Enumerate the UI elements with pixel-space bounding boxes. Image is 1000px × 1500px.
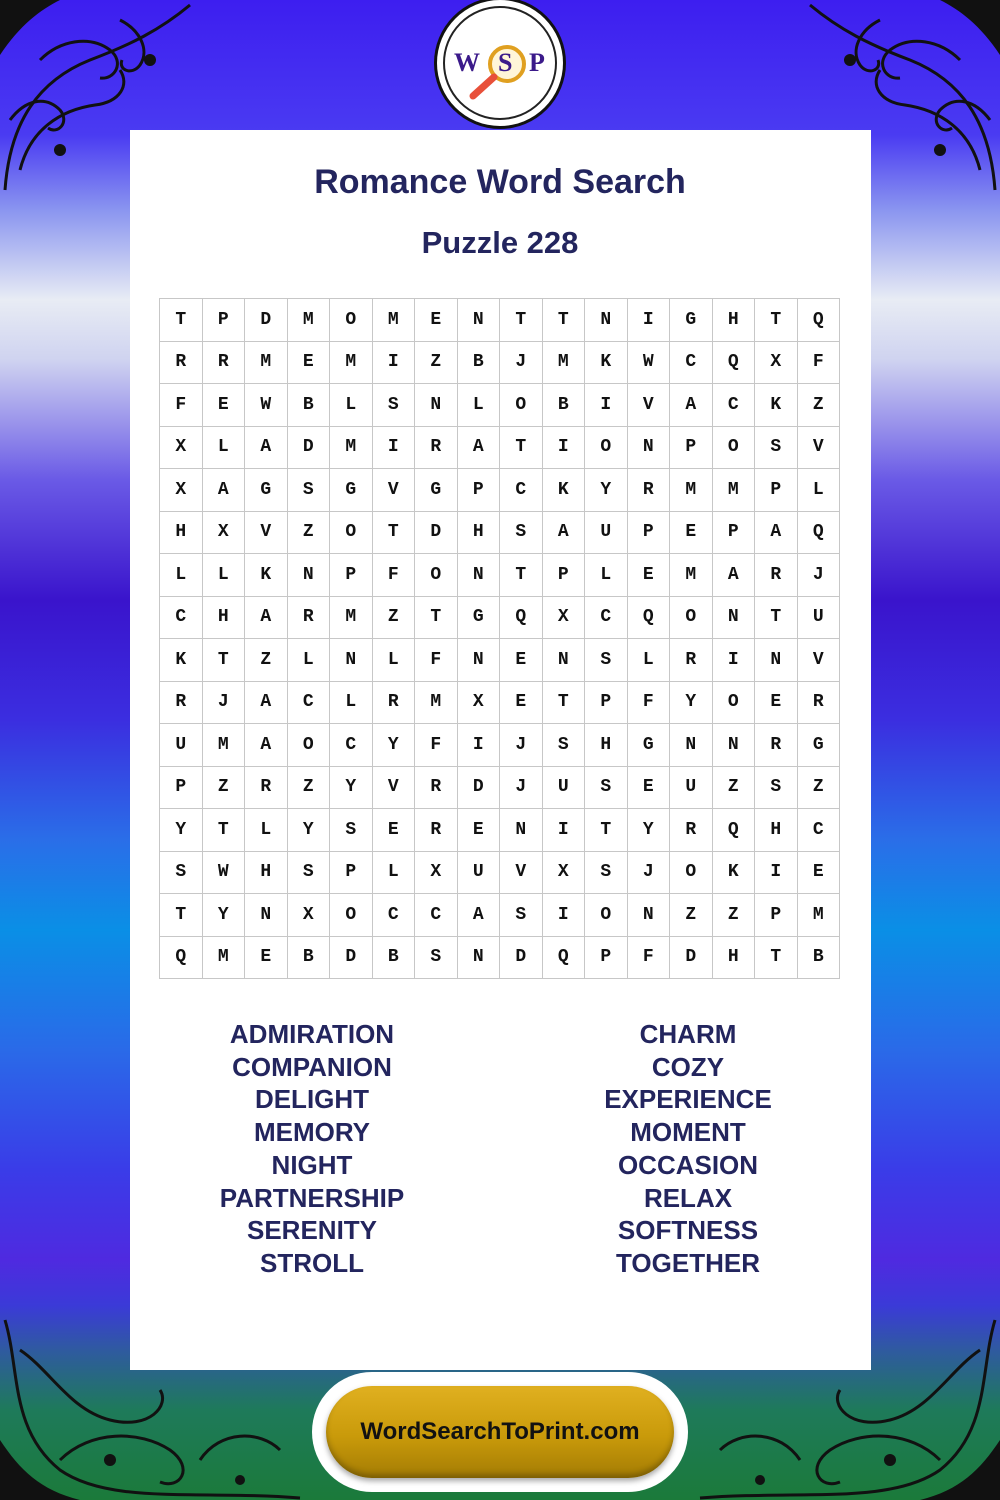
grid-cell[interactable]: E bbox=[500, 682, 543, 725]
grid-cell[interactable]: C bbox=[670, 342, 713, 385]
word-item: SOFTNESS bbox=[617, 1215, 759, 1246]
word-item: MOMENT bbox=[630, 1117, 746, 1148]
grid-cell[interactable]: Z bbox=[798, 767, 841, 810]
grid-cell[interactable]: O bbox=[500, 384, 543, 427]
grid-cell[interactable]: Z bbox=[203, 767, 246, 810]
grid-cell[interactable]: Z bbox=[373, 597, 416, 640]
grid-cell[interactable]: R bbox=[373, 682, 416, 725]
grid-cell[interactable]: N bbox=[245, 894, 288, 937]
grid-cell[interactable]: C bbox=[415, 894, 458, 937]
grid-cell[interactable]: O bbox=[670, 852, 713, 895]
grid-cell[interactable]: C bbox=[585, 597, 628, 640]
grid-cell[interactable]: T bbox=[755, 299, 798, 342]
grid-cell[interactable]: L bbox=[798, 469, 841, 512]
word-item: OCCASION bbox=[617, 1149, 759, 1180]
grid-cell[interactable]: E bbox=[628, 554, 671, 597]
page-title: Romance Word Search bbox=[314, 163, 686, 201]
grid-cell[interactable]: A bbox=[245, 724, 288, 767]
grid-cell[interactable]: P bbox=[585, 937, 628, 980]
grid-cell[interactable]: M bbox=[543, 342, 586, 385]
grid-cell[interactable]: N bbox=[458, 554, 501, 597]
grid-cell[interactable]: N bbox=[288, 554, 331, 597]
grid-cell[interactable]: Z bbox=[713, 767, 756, 810]
grid-cell[interactable]: I bbox=[373, 342, 416, 385]
grid-cell[interactable]: C bbox=[373, 894, 416, 937]
word-item: PARTNERSHIP bbox=[219, 1182, 405, 1213]
grid-cell[interactable]: T bbox=[585, 809, 628, 852]
grid-cell[interactable]: U bbox=[670, 767, 713, 810]
word-item: NIGHT bbox=[271, 1149, 353, 1180]
grid-cell[interactable]: B bbox=[798, 937, 841, 980]
grid-cell[interactable]: T bbox=[500, 427, 543, 470]
grid-cell[interactable]: O bbox=[330, 512, 373, 555]
grid-cell[interactable]: T bbox=[500, 299, 543, 342]
grid-cell[interactable]: Q bbox=[713, 342, 756, 385]
grid-cell[interactable]: I bbox=[543, 809, 586, 852]
grid-cell[interactable]: O bbox=[713, 682, 756, 725]
grid-cell[interactable]: K bbox=[585, 342, 628, 385]
grid-cell[interactable]: I bbox=[628, 299, 671, 342]
grid-cell[interactable]: H bbox=[713, 299, 756, 342]
grid-cell[interactable]: N bbox=[713, 724, 756, 767]
grid-cell[interactable]: B bbox=[458, 342, 501, 385]
grid-cell[interactable]: E bbox=[755, 682, 798, 725]
grid-cell[interactable]: H bbox=[245, 852, 288, 895]
grid-cell[interactable]: A bbox=[245, 682, 288, 725]
grid-cell[interactable]: Z bbox=[670, 894, 713, 937]
grid-cell[interactable]: T bbox=[543, 682, 586, 725]
grid-cell[interactable]: U bbox=[585, 512, 628, 555]
grid-cell[interactable]: M bbox=[330, 342, 373, 385]
letter-grid[interactable] bbox=[159, 298, 840, 979]
grid-cell[interactable]: G bbox=[245, 469, 288, 512]
grid-cell[interactable]: H bbox=[713, 937, 756, 980]
grid-cell[interactable]: Q bbox=[160, 937, 203, 980]
grid-cell[interactable]: Q bbox=[798, 299, 841, 342]
grid-cell[interactable]: K bbox=[713, 852, 756, 895]
grid-cell[interactable]: V bbox=[798, 639, 841, 682]
grid-cell[interactable]: O bbox=[585, 894, 628, 937]
grid-cell[interactable]: J bbox=[500, 724, 543, 767]
grid-cell[interactable]: Z bbox=[288, 512, 331, 555]
grid-cell[interactable]: B bbox=[288, 384, 331, 427]
logo-letter-s: S bbox=[498, 48, 513, 77]
grid-cell[interactable]: D bbox=[500, 937, 543, 980]
word-item: COMPANION bbox=[232, 1051, 392, 1082]
grid-cell[interactable]: M bbox=[373, 299, 416, 342]
grid-cell[interactable]: T bbox=[543, 299, 586, 342]
grid-cell[interactable]: E bbox=[373, 809, 416, 852]
word-item: STROLL bbox=[260, 1247, 364, 1278]
grid-cell[interactable]: A bbox=[670, 384, 713, 427]
grid-cell[interactable]: L bbox=[330, 682, 373, 725]
grid-cell[interactable]: T bbox=[203, 639, 246, 682]
grid-cell[interactable]: A bbox=[458, 427, 501, 470]
grid-cell[interactable]: S bbox=[373, 384, 416, 427]
grid-cell[interactable]: R bbox=[415, 809, 458, 852]
grid-cell[interactable]: U bbox=[160, 724, 203, 767]
word-item: TOGETHER bbox=[616, 1247, 760, 1278]
grid-cell[interactable]: K bbox=[160, 639, 203, 682]
grid-cell[interactable]: T bbox=[415, 597, 458, 640]
grid-cell[interactable]: P bbox=[670, 427, 713, 470]
grid-cell[interactable]: V bbox=[245, 512, 288, 555]
grid-cell[interactable]: X bbox=[160, 427, 203, 470]
grid-cell[interactable]: S bbox=[288, 852, 331, 895]
word-item: MEMORY bbox=[253, 1117, 371, 1148]
grid-cell[interactable]: C bbox=[798, 809, 841, 852]
grid-cell[interactable]: A bbox=[203, 469, 246, 512]
grid-cell[interactable]: P bbox=[755, 469, 798, 512]
grid-cell[interactable]: J bbox=[203, 682, 246, 725]
grid-cell[interactable]: L bbox=[628, 639, 671, 682]
grid-cell[interactable]: X bbox=[160, 469, 203, 512]
grid-cell[interactable]: Z bbox=[415, 342, 458, 385]
grid-cell[interactable]: S bbox=[500, 512, 543, 555]
grid-cell[interactable]: I bbox=[755, 852, 798, 895]
grid-cell[interactable]: L bbox=[288, 639, 331, 682]
grid-cell[interactable]: R bbox=[415, 427, 458, 470]
grid-cell[interactable]: L bbox=[245, 809, 288, 852]
grid-cell[interactable]: S bbox=[585, 852, 628, 895]
grid-cell[interactable]: W bbox=[245, 384, 288, 427]
grid-cell[interactable]: T bbox=[500, 554, 543, 597]
grid-cell[interactable]: C bbox=[500, 469, 543, 512]
grid-cell[interactable]: P bbox=[160, 767, 203, 810]
grid-cell[interactable]: U bbox=[543, 767, 586, 810]
grid-cell[interactable]: R bbox=[415, 767, 458, 810]
grid-cell[interactable]: O bbox=[330, 894, 373, 937]
grid-cell[interactable]: O bbox=[415, 554, 458, 597]
grid-cell[interactable]: J bbox=[798, 554, 841, 597]
grid-cell[interactable]: V bbox=[373, 469, 416, 512]
grid-cell[interactable]: C bbox=[288, 682, 331, 725]
grid-cell[interactable]: T bbox=[203, 809, 246, 852]
grid-cell[interactable]: X bbox=[543, 852, 586, 895]
grid-cell[interactable]: Q bbox=[713, 809, 756, 852]
grid-cell[interactable]: P bbox=[628, 512, 671, 555]
grid-cell[interactable]: V bbox=[500, 852, 543, 895]
word-item: RELAX bbox=[643, 1182, 733, 1213]
grid-cell[interactable]: S bbox=[330, 809, 373, 852]
grid-cell[interactable]: E bbox=[288, 342, 331, 385]
grid-cell[interactable]: U bbox=[798, 597, 841, 640]
grid-cell[interactable]: W bbox=[203, 852, 246, 895]
grid-cell[interactable]: R bbox=[755, 724, 798, 767]
grid-cell[interactable]: J bbox=[628, 852, 671, 895]
grid-cell[interactable]: C bbox=[330, 724, 373, 767]
grid-cell[interactable]: Z bbox=[713, 894, 756, 937]
grid-cell[interactable]: B bbox=[543, 384, 586, 427]
grid-cell[interactable]: N bbox=[670, 724, 713, 767]
grid-cell[interactable]: O bbox=[713, 427, 756, 470]
grid-cell[interactable]: F bbox=[628, 937, 671, 980]
grid-cell[interactable]: E bbox=[458, 809, 501, 852]
grid-cell[interactable]: L bbox=[203, 554, 246, 597]
grid-cell[interactable]: P bbox=[585, 682, 628, 725]
grid-cell[interactable]: Q bbox=[500, 597, 543, 640]
grid-cell[interactable]: S bbox=[585, 767, 628, 810]
grid-cell[interactable]: Q bbox=[543, 937, 586, 980]
grid-cell[interactable]: I bbox=[458, 724, 501, 767]
grid-cell[interactable]: Z bbox=[288, 767, 331, 810]
grid-cell[interactable]: M bbox=[798, 894, 841, 937]
grid-cell[interactable]: S bbox=[585, 639, 628, 682]
grid-cell[interactable]: E bbox=[798, 852, 841, 895]
grid-cell[interactable]: F bbox=[160, 384, 203, 427]
grid-cell[interactable]: P bbox=[458, 469, 501, 512]
grid-cell[interactable]: Y bbox=[628, 809, 671, 852]
grid-cell[interactable]: L bbox=[373, 639, 416, 682]
grid-cell[interactable]: G bbox=[798, 724, 841, 767]
grid-cell[interactable]: U bbox=[458, 852, 501, 895]
grid-cell[interactable]: A bbox=[245, 597, 288, 640]
logo-letter-w: W bbox=[454, 48, 480, 77]
grid-cell[interactable]: S bbox=[160, 852, 203, 895]
grid-cell[interactable]: S bbox=[755, 767, 798, 810]
grid-cell[interactable]: G bbox=[330, 469, 373, 512]
grid-cell[interactable]: R bbox=[203, 342, 246, 385]
grid-cell[interactable]: F bbox=[373, 554, 416, 597]
word-list-left bbox=[152, 1018, 472, 1280]
grid-cell[interactable]: P bbox=[755, 894, 798, 937]
word-item: SERENITY bbox=[246, 1215, 378, 1246]
grid-cell[interactable]: C bbox=[713, 384, 756, 427]
grid-cell[interactable]: N bbox=[543, 639, 586, 682]
word-item: CHARM bbox=[639, 1019, 737, 1049]
site-logo[interactable] bbox=[437, 0, 563, 126]
logo-letter-p: P bbox=[529, 48, 545, 77]
grid-cell[interactable]: M bbox=[670, 554, 713, 597]
grid-cell[interactable]: O bbox=[670, 597, 713, 640]
grid-cell[interactable]: D bbox=[245, 299, 288, 342]
grid-cell[interactable]: S bbox=[415, 937, 458, 980]
grid-cell[interactable]: E bbox=[628, 767, 671, 810]
website-button[interactable]: WordSearchToPrint.com bbox=[326, 1386, 674, 1478]
grid-cell[interactable]: T bbox=[755, 937, 798, 980]
grid-cell[interactable]: S bbox=[500, 894, 543, 937]
grid-cell[interactable]: N bbox=[585, 299, 628, 342]
grid-cell[interactable]: M bbox=[670, 469, 713, 512]
grid-cell[interactable]: F bbox=[415, 639, 458, 682]
grid-cell[interactable]: S bbox=[755, 427, 798, 470]
grid-cell[interactable]: P bbox=[713, 512, 756, 555]
grid-cell[interactable]: N bbox=[330, 639, 373, 682]
grid-cell[interactable]: X bbox=[458, 682, 501, 725]
grid-cell[interactable]: X bbox=[288, 894, 331, 937]
grid-cell[interactable]: V bbox=[628, 384, 671, 427]
grid-cell[interactable]: M bbox=[288, 299, 331, 342]
grid-cell[interactable]: J bbox=[500, 767, 543, 810]
grid-cell[interactable]: R bbox=[160, 682, 203, 725]
grid-cell[interactable]: A bbox=[458, 894, 501, 937]
grid-cell[interactable]: O bbox=[288, 724, 331, 767]
grid-cell[interactable]: K bbox=[245, 554, 288, 597]
grid-cell[interactable]: N bbox=[458, 639, 501, 682]
grid-cell[interactable]: P bbox=[330, 554, 373, 597]
grid-cell[interactable]: Q bbox=[628, 597, 671, 640]
grid-cell[interactable]: N bbox=[458, 937, 501, 980]
grid-cell[interactable]: Y bbox=[670, 682, 713, 725]
grid-cell[interactable]: W bbox=[628, 342, 671, 385]
grid-cell[interactable]: V bbox=[373, 767, 416, 810]
grid-cell[interactable]: H bbox=[458, 512, 501, 555]
grid-cell[interactable]: T bbox=[373, 512, 416, 555]
grid-cell[interactable]: A bbox=[245, 427, 288, 470]
grid-cell[interactable]: L bbox=[203, 427, 246, 470]
grid-cell[interactable]: O bbox=[585, 427, 628, 470]
grid-cell[interactable]: P bbox=[330, 852, 373, 895]
grid-cell[interactable]: X bbox=[203, 512, 246, 555]
grid-cell[interactable]: D bbox=[458, 767, 501, 810]
grid-cell[interactable]: E bbox=[415, 299, 458, 342]
grid-cell[interactable]: Y bbox=[330, 767, 373, 810]
grid-cell[interactable]: N bbox=[755, 639, 798, 682]
grid-cell[interactable]: E bbox=[670, 512, 713, 555]
grid-cell[interactable]: J bbox=[500, 342, 543, 385]
logo-ring bbox=[443, 6, 557, 120]
grid-cell[interactable]: A bbox=[755, 512, 798, 555]
grid-cell[interactable]: L bbox=[160, 554, 203, 597]
grid-cell[interactable]: I bbox=[543, 894, 586, 937]
grid-cell[interactable]: V bbox=[798, 427, 841, 470]
grid-cell[interactable]: B bbox=[373, 937, 416, 980]
grid-cell[interactable]: R bbox=[755, 554, 798, 597]
grid-cell[interactable]: H bbox=[203, 597, 246, 640]
grid-cell[interactable]: O bbox=[330, 299, 373, 342]
grid-cell[interactable]: G bbox=[415, 469, 458, 512]
grid-cell[interactable]: M bbox=[203, 937, 246, 980]
word-item: EXPERIENCE bbox=[604, 1084, 772, 1115]
grid-cell[interactable]: I bbox=[585, 384, 628, 427]
grid-cell[interactable]: E bbox=[203, 384, 246, 427]
word-item: DELIGHT bbox=[254, 1084, 370, 1115]
grid-cell[interactable]: N bbox=[415, 384, 458, 427]
grid-cell[interactable]: Z bbox=[245, 639, 288, 682]
grid-cell[interactable]: G bbox=[458, 597, 501, 640]
grid-cell[interactable]: H bbox=[755, 809, 798, 852]
grid-cell[interactable]: G bbox=[670, 299, 713, 342]
grid-cell[interactable]: X bbox=[415, 852, 458, 895]
grid-cell[interactable]: Z bbox=[798, 384, 841, 427]
grid-cell[interactable]: L bbox=[458, 384, 501, 427]
grid-cell[interactable]: R bbox=[288, 597, 331, 640]
grid-cell[interactable]: M bbox=[245, 342, 288, 385]
grid-cell[interactable]: G bbox=[628, 724, 671, 767]
grid-cell[interactable]: I bbox=[543, 427, 586, 470]
grid-cell[interactable]: Y bbox=[203, 894, 246, 937]
grid-cell[interactable]: M bbox=[330, 597, 373, 640]
grid-cell[interactable]: D bbox=[330, 937, 373, 980]
grid-cell[interactable]: T bbox=[160, 299, 203, 342]
grid-cell[interactable]: I bbox=[713, 639, 756, 682]
grid-cell[interactable]: D bbox=[415, 512, 458, 555]
grid-cell[interactable]: I bbox=[373, 427, 416, 470]
grid-cell[interactable]: D bbox=[670, 937, 713, 980]
grid-cell[interactable]: L bbox=[373, 852, 416, 895]
puzzle-number: Puzzle 228 bbox=[421, 225, 579, 260]
grid-cell[interactable]: L bbox=[585, 554, 628, 597]
grid-cell[interactable]: N bbox=[458, 299, 501, 342]
grid-cell[interactable]: M bbox=[415, 682, 458, 725]
grid-cell[interactable]: N bbox=[628, 427, 671, 470]
grid-cell[interactable]: X bbox=[543, 597, 586, 640]
grid-cell[interactable]: L bbox=[330, 384, 373, 427]
grid-cell[interactable]: A bbox=[543, 512, 586, 555]
grid-cell[interactable]: M bbox=[203, 724, 246, 767]
grid-cell[interactable]: R bbox=[670, 639, 713, 682]
grid-cell[interactable]: F bbox=[628, 682, 671, 725]
grid-cell[interactable]: S bbox=[543, 724, 586, 767]
grid-cell[interactable]: R bbox=[245, 767, 288, 810]
grid-cell[interactable]: B bbox=[288, 937, 331, 980]
grid-cell[interactable]: T bbox=[755, 597, 798, 640]
grid-cell[interactable]: E bbox=[245, 937, 288, 980]
grid-cell[interactable]: N bbox=[628, 894, 671, 937]
grid-cell[interactable]: N bbox=[500, 809, 543, 852]
grid-cell[interactable]: Q bbox=[798, 512, 841, 555]
grid-cell[interactable]: E bbox=[500, 639, 543, 682]
grid-cell[interactable]: M bbox=[713, 469, 756, 512]
grid-cell[interactable]: T bbox=[160, 894, 203, 937]
grid-cell[interactable]: A bbox=[713, 554, 756, 597]
grid-cell[interactable]: Y bbox=[160, 809, 203, 852]
grid-cell[interactable]: Y bbox=[373, 724, 416, 767]
grid-cell[interactable]: R bbox=[670, 809, 713, 852]
grid-cell[interactable]: H bbox=[160, 512, 203, 555]
grid-cell[interactable]: X bbox=[755, 342, 798, 385]
grid-cell[interactable]: F bbox=[415, 724, 458, 767]
grid-cell[interactable]: P bbox=[203, 299, 246, 342]
grid-cell[interactable]: H bbox=[585, 724, 628, 767]
word-item: COZY bbox=[651, 1051, 725, 1082]
grid-cell[interactable]: K bbox=[755, 384, 798, 427]
grid-cell[interactable]: M bbox=[330, 427, 373, 470]
grid-cell[interactable]: K bbox=[543, 469, 586, 512]
grid-cell[interactable]: R bbox=[798, 682, 841, 725]
grid-cell[interactable]: D bbox=[288, 427, 331, 470]
grid-cell[interactable]: C bbox=[160, 597, 203, 640]
grid-cell[interactable]: F bbox=[798, 342, 841, 385]
grid-cell[interactable]: N bbox=[713, 597, 756, 640]
grid-cell[interactable]: R bbox=[160, 342, 203, 385]
grid-cell[interactable]: P bbox=[543, 554, 586, 597]
grid-cell[interactable]: S bbox=[288, 469, 331, 512]
grid-cell[interactable]: R bbox=[628, 469, 671, 512]
grid-cell[interactable]: Y bbox=[288, 809, 331, 852]
grid-cell[interactable]: Y bbox=[585, 469, 628, 512]
word-list-right bbox=[528, 1018, 848, 1280]
word-item: ADMIRATION bbox=[229, 1019, 395, 1049]
